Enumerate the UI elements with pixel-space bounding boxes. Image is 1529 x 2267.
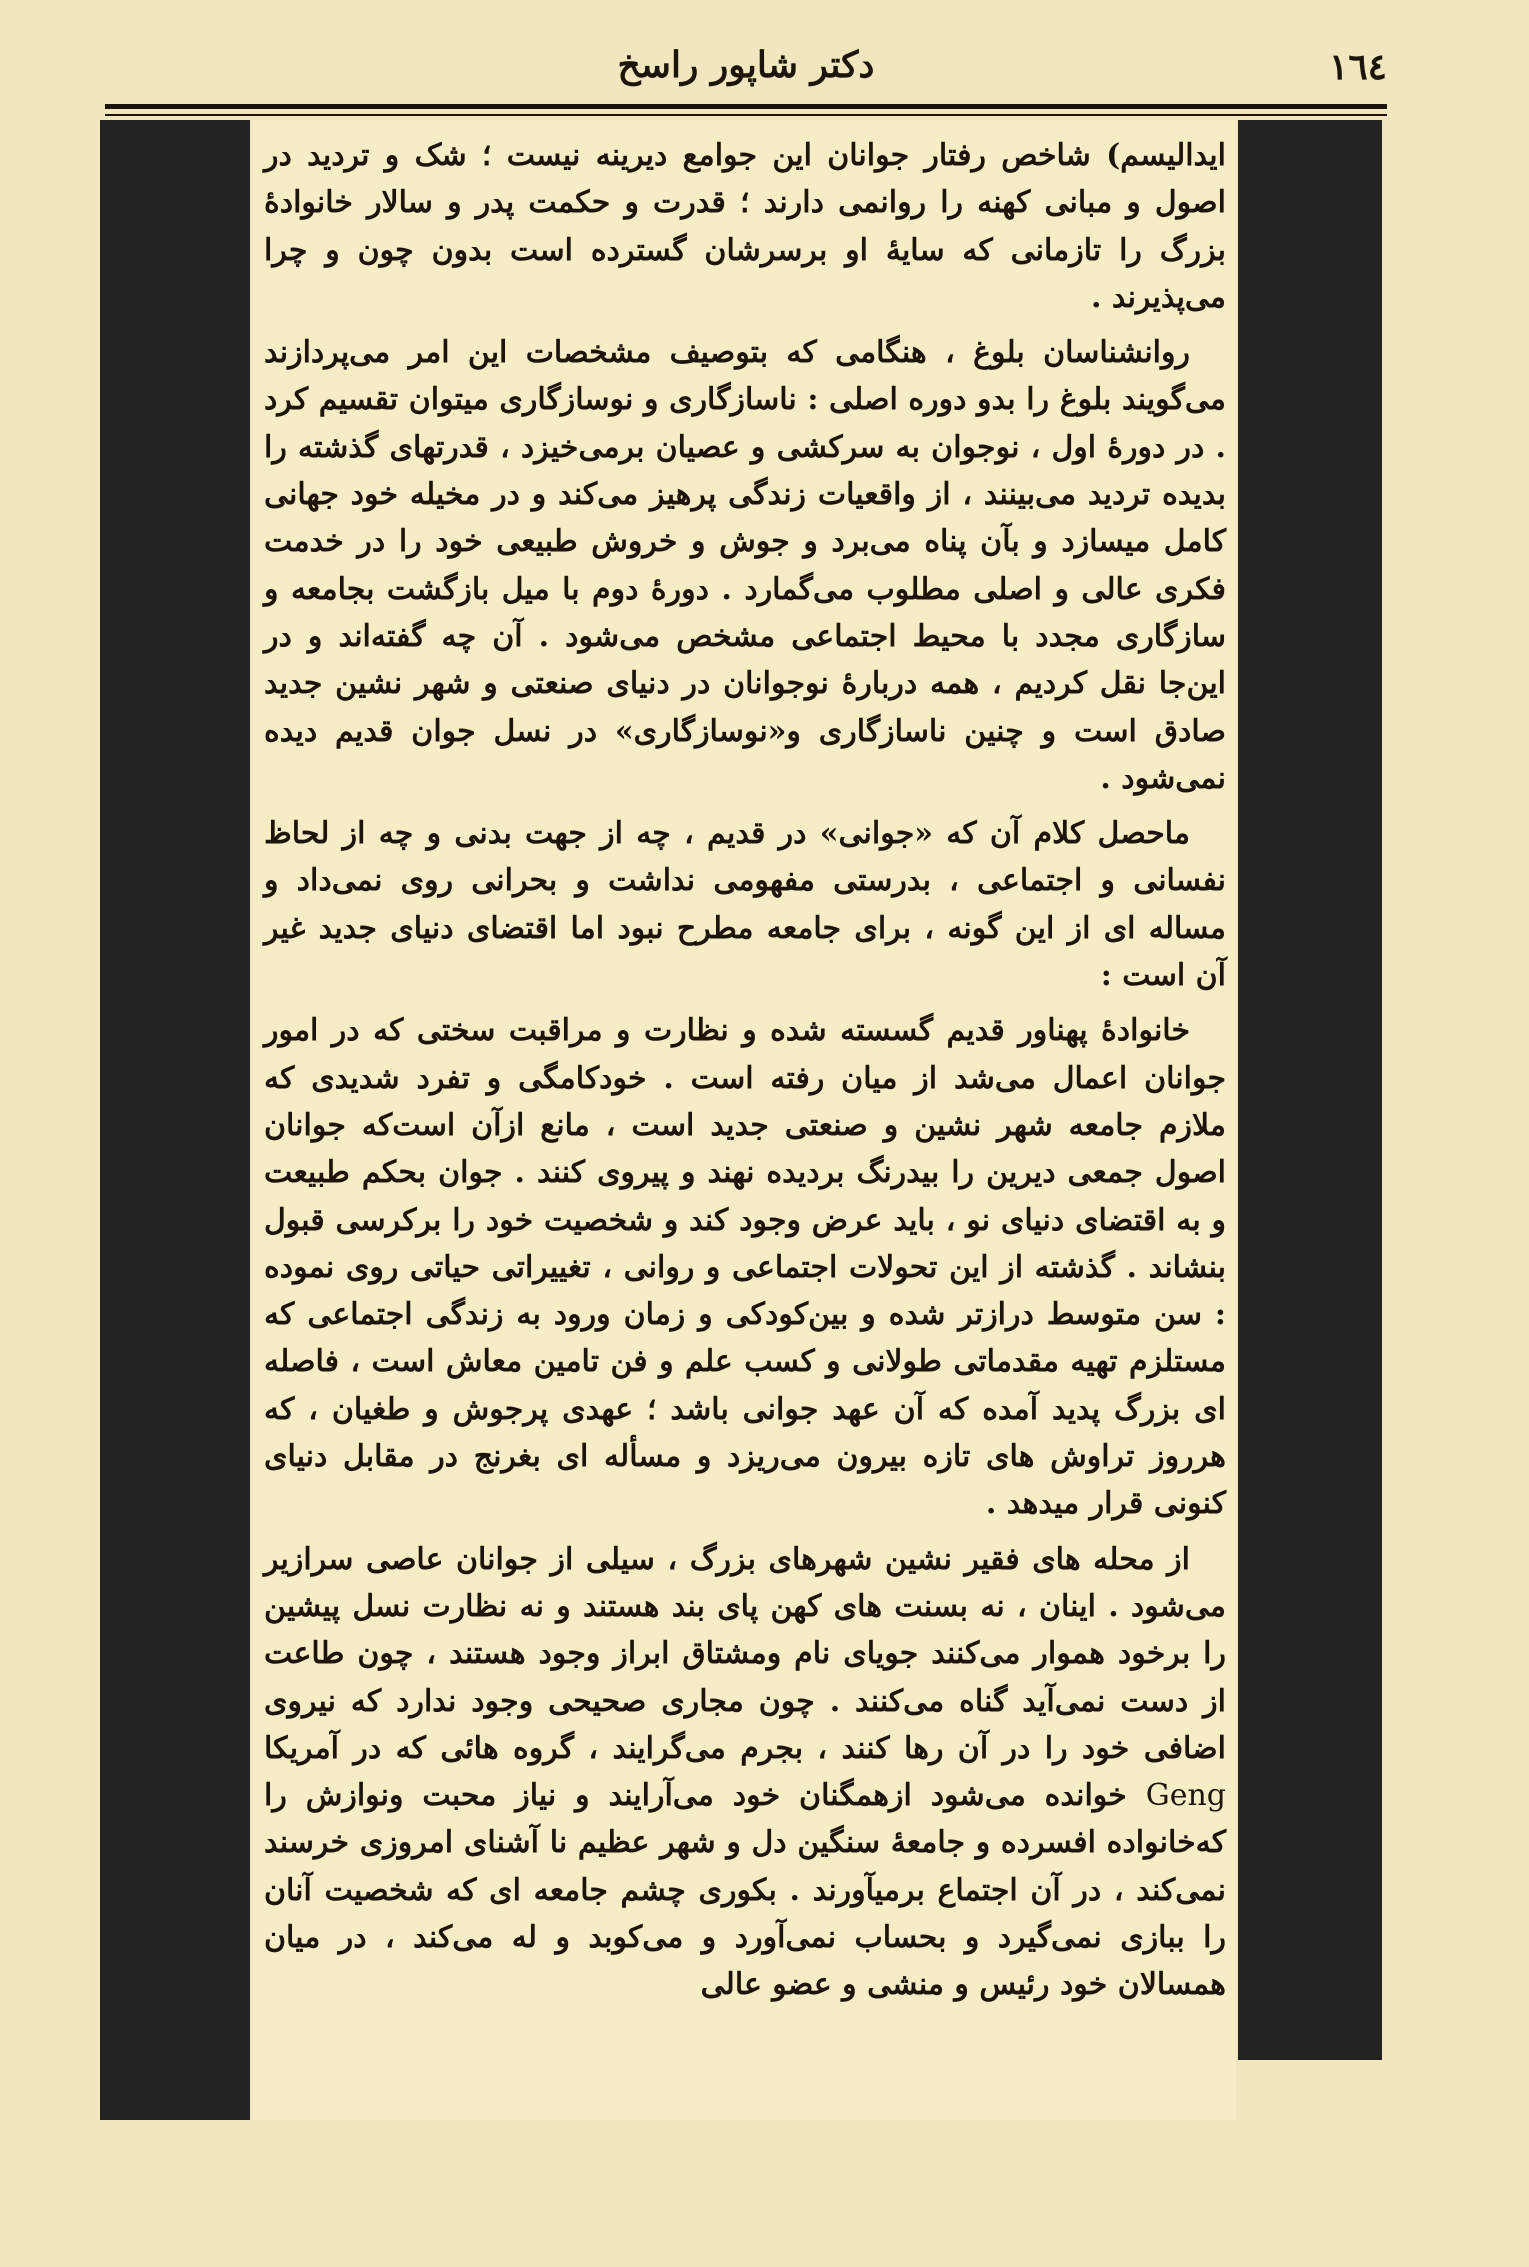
left-margin-bar: [100, 120, 250, 2120]
paragraph-text: خوانده می‌شود ازهمگنان خود می‌آرایند و نیاز محبت ونوازش را که‌خانواده افسرده و جامعهٔ سنگین دل و شهر عظیم نا آشنای امروزی خرسند نمی‌کند ، در آن اجتماع برمیآورند . بکوری چشم جامعه ای که شخصیت آنان را ببازی نمی‌گیرد و بحساب نمی‌آورد و می‌کوبد و له می‌کند ، در میان همسالان خود رئیس و منشی و عضو عالی: [264, 1778, 1226, 2003]
right-margin-bar: [1238, 120, 1382, 2060]
page-header: [105, 38, 1387, 100]
paragraph: ماحصل کلام آن که «جوانی» در قدیم ، چه از جهت بدنی و چه از لحاظ نفسانی و اجتماعی ، بدرستی مفهومی نداشت و بحرانی روی نمی‌داد و مساله ای از این گونه ، برای جامعه مطرح نبود اما اقتضای دنیای جدید غیر آن است :: [264, 816, 1226, 994]
latin-word: Geng: [1145, 1778, 1226, 1814]
running-head: دکتر شاپور راسخ: [617, 44, 875, 86]
paragraph-text: از محله های فقیر نشین شهرهای بزرگ ، سیلی از جوانان عاصی سرازیر می‌شود . اینان ، نه بسنت های کهن پای بند هستند و نه نظارت نسل پیشین را برخود هموار می‌کنند جویای نام ومشتاق ابراز وجود هستند ، چون طاعت از دست نمی‌آید گناه می‌کنند . چون مجاری صحیحی وجود ندارد که نیروی اضافی خود را در آن رها کنند ، بجرم می‌گرایند ، گروه هائی که در آمریکا: [264, 1541, 1226, 1766]
paragraph: روانشناسان بلوغ ، هنگامی که بتوصیف مشخصات این امر می‌پردازند می‌گویند بلوغ را بدو دوره اصلی : ناسازگاری و نوسازگاری میتوان تقسیم کرد . در دورهٔ اول ، نوجوان به سرکشی و عصیان برمی‌خیزد ، قدرتهای گذشته را بدیده تردید می‌بینند ، از واقعیات زندگی پرهیز می‌کند و در مخیله خود جهانی کامل میسازد و بآن پناه می‌برد و جوش و خروش طبیعی خود را در خدمت فکری عالی و اصلی مطلوب می‌گمارد . دورهٔ دوم با میل بازگشت بجامعه و سازگاری مجدد با محیط اجتماعی مشخص می‌شود . آن چه گفته‌اند و در این‌جا نقل کردیم ، همه دربارهٔ نوجوانان در دنیای صنعتی و شهر نشین جدید صادق است و چنین ناسازگاری و«نوسازگاری» در نسل جوان قدیم دیده نمی‌شود .: [264, 335, 1226, 796]
text-column: [252, 120, 1236, 2120]
paragraph: ایدالیسم) شاخص رفتار جوانان این جوامع دیرینه نیست ؛ شک و تردید در اصول و مبانی کهنه را روانمی دارند ؛ قدرت و حکمت پدر و سالار خانوادهٔ بزرگ را تازمانی که سایهٔ او برسرشان گسترده است بدون چون و چرا می‌پذیرند .: [264, 138, 1226, 315]
paragraph: خانوادهٔ پهناور قدیم گسسته شده و نظارت و مراقبت سختی که در امور جوانان اعمال می‌شد از میان رفته است . خودکامگی و تفرد شدیدی که ملازم جامعه شهر نشین و صنعتی جدید است ، مانع ازآن است‌که جوانان اصول جمعی دیرین را بیدرنگ برديده نهند و پیروی کنند . جوان بحکم طبیعت و به اقتضای دنیای نو ، باید عرض وجود کند و شخصیت خود را برکرسی قبول بنشاند . گذشته از این تحولات اجتماعی و روانی ، تغییراتی حیاتی روی نموده : سن متوسط درازتر شده و بین‌کودکی و زمان ورود به زندگی اجتماعی که مستلزم تهیه مقدماتی طولانی و کسب علم و فن تامین معاش است ، فاصله ای بزرگ پدید آمده که آن عهد جوانی باشد ؛ عهدی پرجوش و طغیان ، که هرروز تراوش های تازه بیرون می‌ریزد و مسأله ای بغرنج در مقابل دنیای کنونی قرار میدهد .: [264, 1013, 1226, 1522]
body-text: [252, 120, 1236, 2009]
page-number: ١٦٤: [1328, 46, 1387, 88]
paragraph: [264, 1536, 1226, 2009]
header-rule-thin: [105, 114, 1387, 116]
header-rule-thick: [105, 104, 1387, 109]
